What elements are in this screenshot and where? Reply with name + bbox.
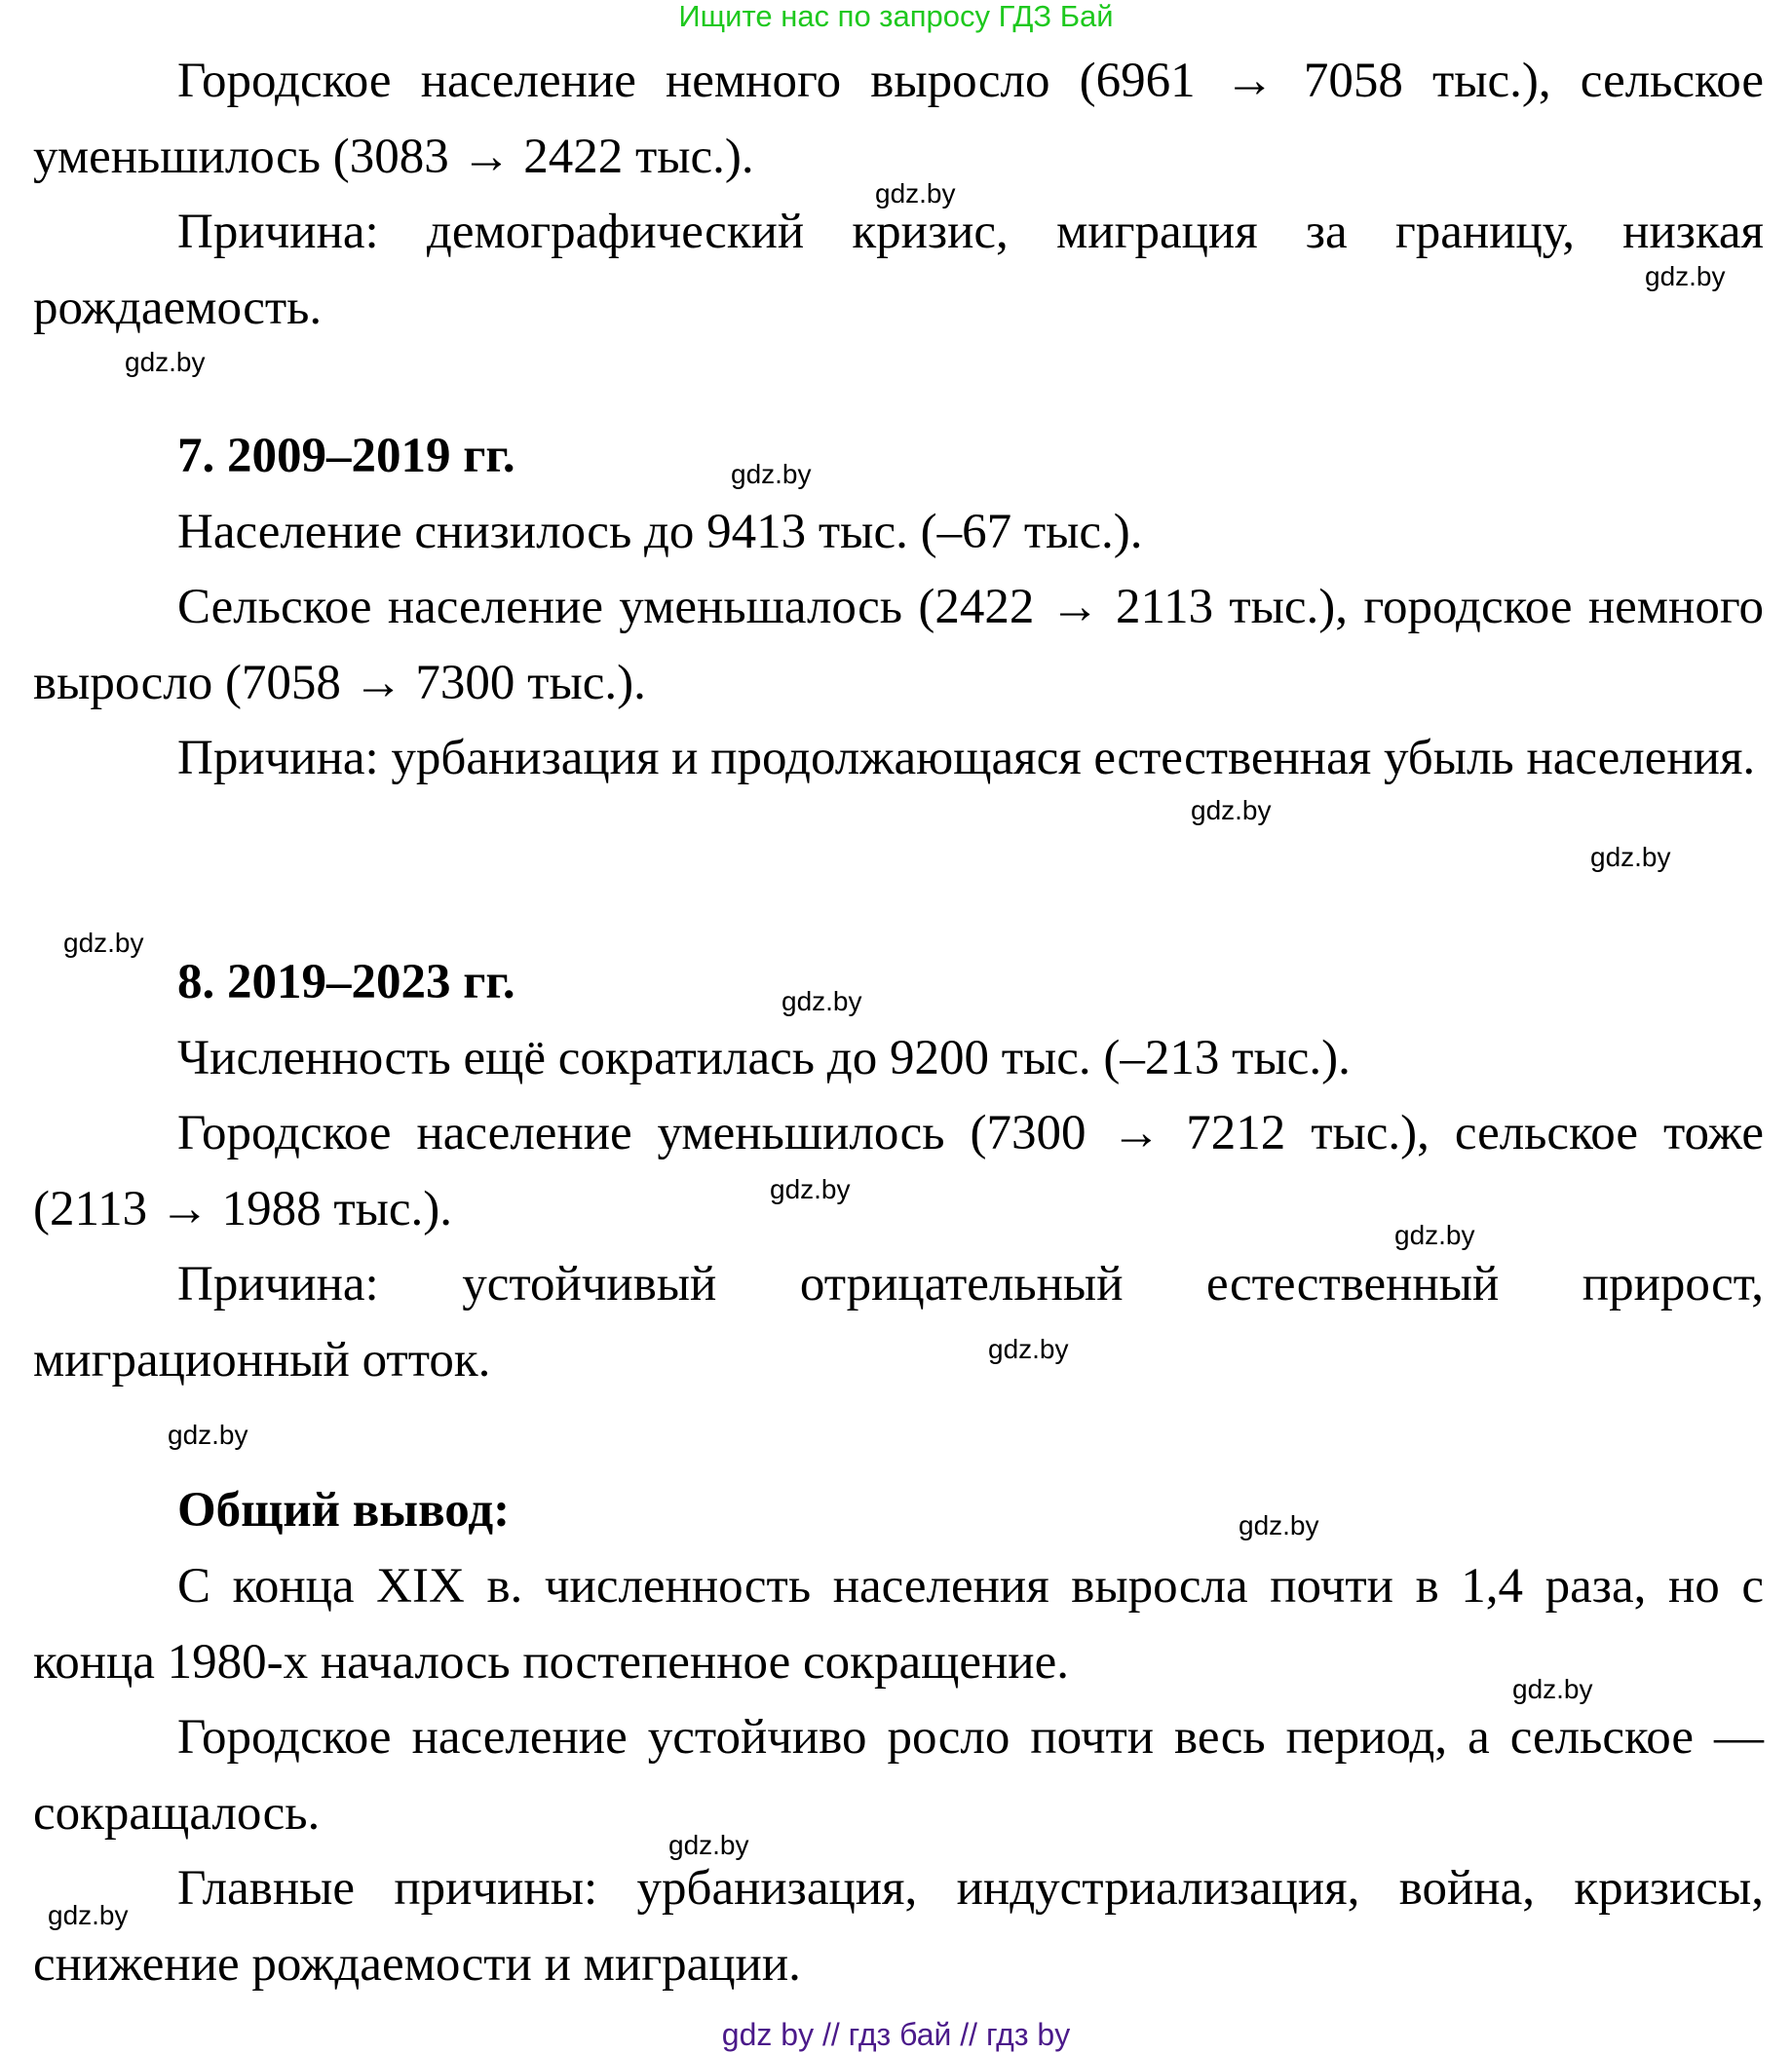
watermark: gdz.by <box>1239 1510 1319 1540</box>
watermark: gdz.by <box>1590 842 1671 872</box>
watermark: gdz.by <box>48 1900 129 1930</box>
conclusion-paragraph-2: Городское население устойчиво росло почти весь период, а сельское — сокращалось. <box>33 1710 1764 1841</box>
paragraph-urban-rural: Городское население немного выросло (6961 → 7058 тыс.), сельское уменьшилось (3083 → 2422 тыс.). <box>33 54 1764 184</box>
section-8-paragraph-2: Городское население уменьшилось (7300 → 7212 тыс.), сельское тоже (2113 → 1988 тыс.). <box>33 1106 1764 1236</box>
conclusion-heading: Общий вывод: <box>177 1483 511 1538</box>
watermark: gdz.by <box>988 1334 1069 1364</box>
watermark: gdz.by <box>1645 261 1726 291</box>
footer-links: gdz by // гдз бай // гдз by <box>721 2017 1071 2052</box>
search-banner: Ищите нас по запросу ГДЗ Бай <box>678 0 1114 33</box>
watermark: gdz.by <box>668 1830 749 1860</box>
conclusion-paragraph-3: Главные причины: урбанизация, индустриализация, война, кризисы, снижение рождаемости и миграции. <box>33 1861 1764 1992</box>
watermark: gdz.by <box>875 178 956 209</box>
section-8-paragraph-1: Численность ещё сократилась до 9200 тыс. (–213 тыс.). <box>177 1031 1351 1085</box>
watermark: gdz.by <box>782 986 862 1016</box>
watermark: gdz.by <box>168 1420 248 1450</box>
section-7-paragraph-1: Население снизилось до 9413 тыс. (–67 тыс.). <box>177 505 1143 559</box>
watermark: gdz.by <box>63 928 144 958</box>
section-8-paragraph-3: Причина: устойчивый отрицательный естественный прирост, миграционный отток. <box>33 1257 1764 1388</box>
section-7-paragraph-3: Причина: урбанизация и продолжающаяся естественная убыль населения. <box>177 731 1756 785</box>
watermark: gdz.by <box>1512 1674 1593 1704</box>
section-8-heading: 8. 2019–2023 гг. <box>177 955 515 1009</box>
watermark: gdz.by <box>770 1174 851 1204</box>
watermark: gdz.by <box>1394 1220 1475 1250</box>
watermark: gdz.by <box>1191 795 1272 825</box>
paragraph-reason: Причина: демографический кризис, миграция за границу, низкая рождаемость. <box>33 205 1764 335</box>
watermark: gdz.by <box>125 347 206 377</box>
section-7-paragraph-2: Сельское население уменьшалось (2422 → 2113 тыс.), городское немного выросло (7058 → 7300 тыс.). <box>33 580 1764 710</box>
watermark: gdz.by <box>731 459 812 489</box>
section-7-heading: 7. 2009–2019 гг. <box>177 429 515 483</box>
conclusion-paragraph-1: С конца XIX в. численность населения выросла почти в 1,4 раза, но с конца 1980-х началось постепенное сокращение. <box>33 1559 1764 1690</box>
